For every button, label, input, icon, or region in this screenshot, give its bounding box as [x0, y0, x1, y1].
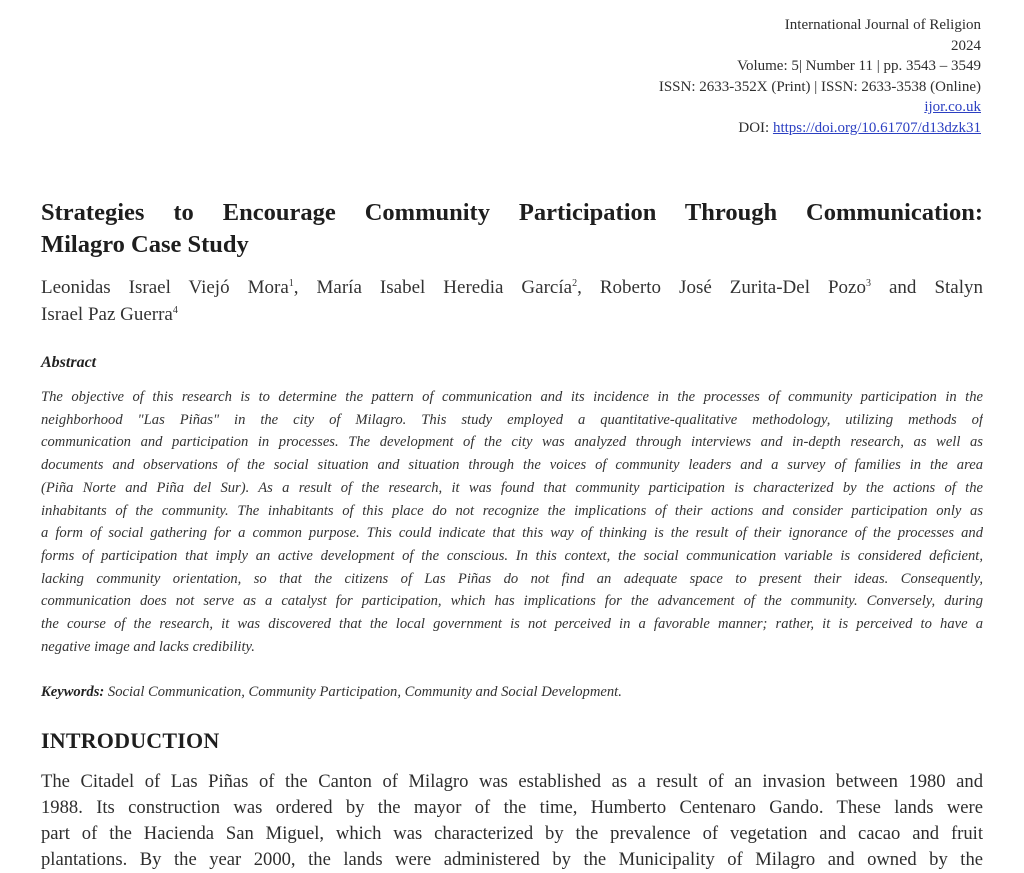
abstract-line: forms of participation that imply an active development of the conscious. In this context, the social communication variable is considered deficient, [41, 547, 983, 564]
author-affiliation: 3 [865, 278, 871, 289]
abstract-heading: Abstract [41, 354, 97, 371]
doi-label: DOI: [738, 119, 773, 136]
keywords-values: Social Communication, Community Participation, Community and Social Development. [104, 684, 622, 700]
abstract-line: neighborhood "Las Piñas" in the city of Milagro. This study employed a quantitative-qualitative methodology, utilizing methods of [41, 411, 983, 428]
introduction-heading: INTRODUCTION [41, 728, 220, 753]
keywords-label: Keywords: [41, 684, 105, 700]
introduction-body [41, 769, 983, 873]
paper-title-line-1: Strategies to Encourage Community Participation Through Communication: [41, 199, 983, 226]
journal-header [659, 15, 981, 138]
issn-info: ISSN: 2633-352X (Print) | ISSN: 2633-3538 (Online) [658, 78, 981, 95]
publication-year: 2024 [951, 37, 981, 54]
abstract-line: communication and participation in processes. The development of the city was analyzed through interviews and in-depth research, as well as [41, 434, 983, 451]
abstract-line: The objective of this research is to determine the pattern of communication and its incidence in the processes of community participation in the [41, 389, 983, 405]
volume-info: Volume: 5| Number 11 | pp. 3543 – 3549 [737, 58, 981, 74]
author-list [41, 274, 983, 328]
abstract-line: communication does not serve as a catalyst for participation, which has implications for the advancement of the community. Conversely, during [41, 593, 983, 610]
author-affiliation: 4 [172, 305, 178, 316]
doi-link[interactable]: https://doi.org/10.61707/d13dzk31 [772, 119, 981, 136]
paper-title [41, 197, 983, 261]
author-list-line-1: Leonidas Israel Viejó Mora$^1$, María Isabel Heredia García$^2$, Roberto José Zurita-Del Pozo$^3$ and Stalyn [41, 277, 984, 298]
journal-name: International Journal of Religion [784, 17, 981, 33]
keywords [41, 684, 622, 701]
journal-website-link[interactable]: ijor.co.uk [924, 99, 981, 115]
introduction-line: 1988. Its construction was ordered by the mayor of the time, Humberto Centenaro Gando. These lands were [41, 797, 983, 818]
abstract-line: the course of the research, it was discovered that the local government is not perceived in a favorable manner; rather, it is perceived to have a [41, 616, 983, 633]
author-list-line-2 [41, 304, 178, 325]
author-name-part: Stalyn [934, 277, 984, 298]
abstract-line: negative image and lacks credibility. [41, 638, 255, 655]
author-affiliation: 2 [572, 278, 578, 289]
abstract-line: lacking community orientation, so that the citizens of Las Piñas do not find an adequate space to present their ideas. Consequently, [41, 570, 983, 587]
introduction-line: The Citadel of Las Piñas of the Canton of Milagro was established as a result of an invasion between 1980 and [41, 771, 983, 792]
abstract-line: inhabitants of the community. The inhabitants of this place do not recognize the implications of their actions and consider participation only as [41, 502, 983, 519]
paper-title-line-2: Milagro Case Study [41, 231, 249, 258]
abstract-line: a form of social gathering for a common purpose. This could indicate that this way of thinking is the result of their ignorance of the processes and [41, 525, 983, 542]
author-name: Leonidas Israel Viejó Mora [41, 277, 289, 298]
introduction-line: plantations. By the year 2000, the lands were administered by the Municipality of Milagro and owned by the [41, 849, 983, 870]
abstract-body [41, 386, 983, 658]
author-name-part: Israel Paz Guerra [41, 304, 173, 325]
introduction-line: part of the Hacienda San Miguel, which was characterized by the prevalence of vegetation and cacao and fruit [41, 823, 983, 844]
author-name: Roberto José Zurita-Del Pozo [599, 277, 866, 298]
doi-line [659, 118, 981, 139]
abstract-line: (Piña Norte and Piña del Sur). As a result of the research, it was found that community participation is characterized by the actions of the [41, 479, 983, 496]
author-affiliation: 1 [288, 278, 294, 289]
author-name: María Isabel Heredia García [316, 277, 573, 298]
abstract-line: documents and observations of the social situation and situation through the voices of community leaders and a survey of families in the area [41, 457, 983, 474]
